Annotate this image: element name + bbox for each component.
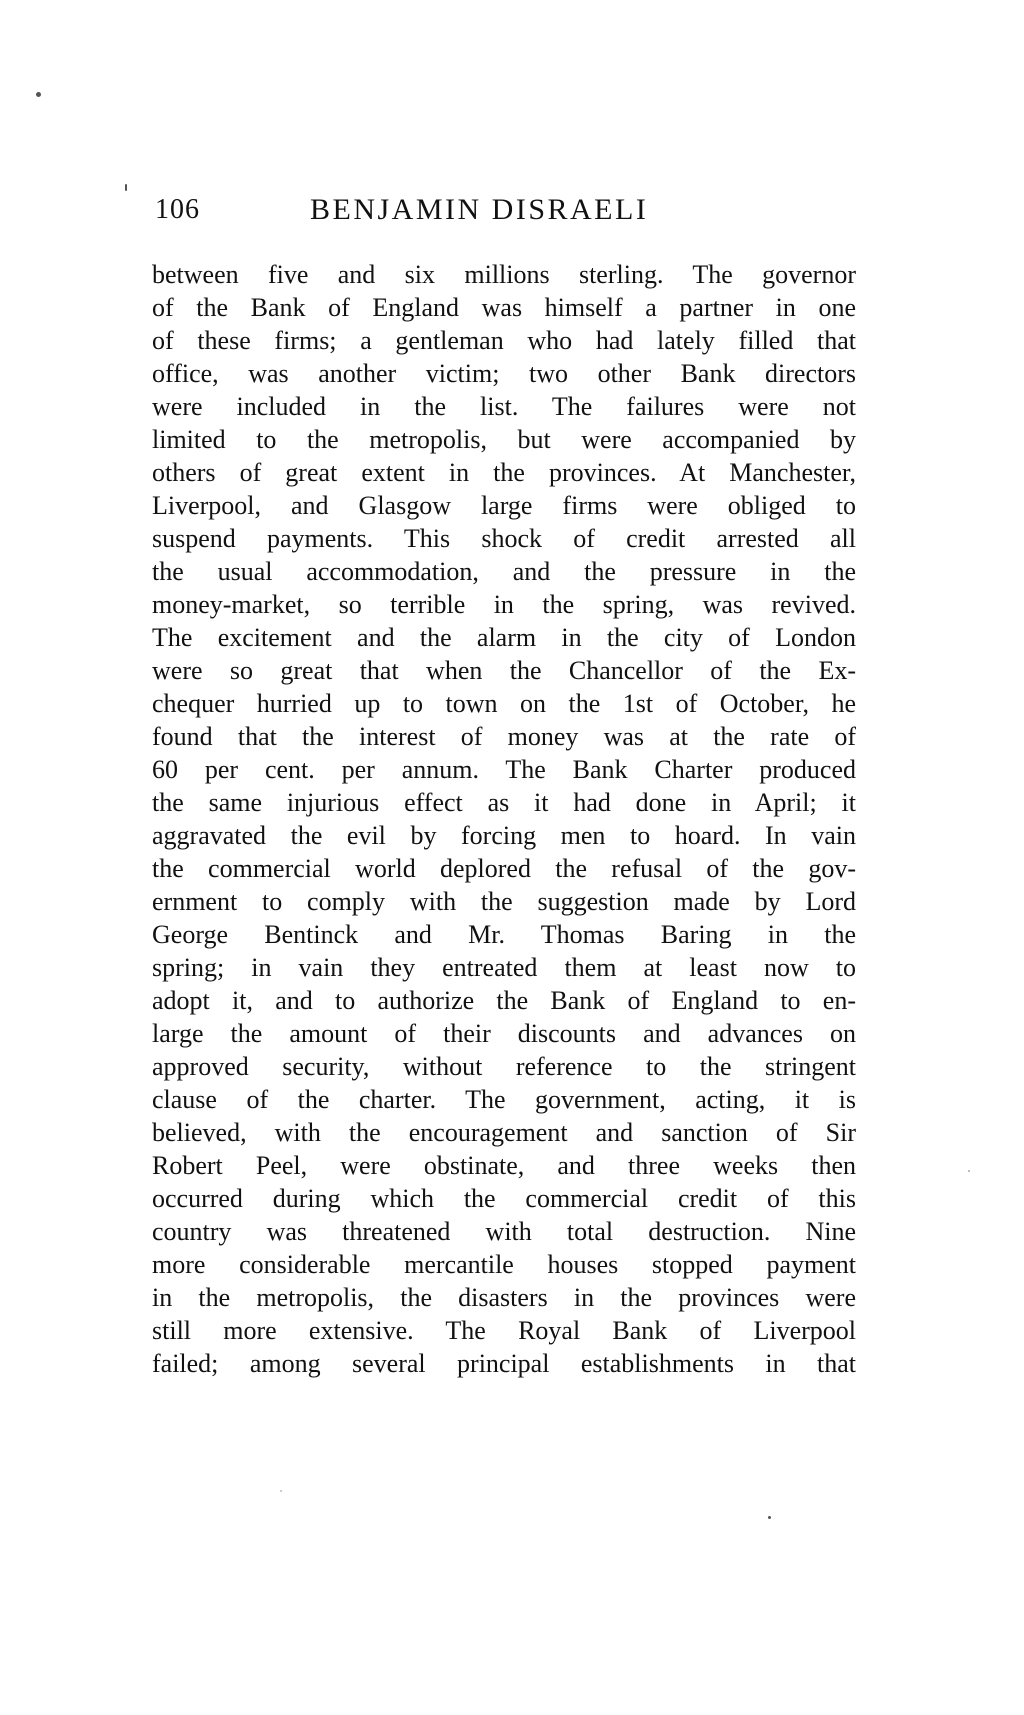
text-line: The excitement and the alarm in the city of London — [152, 623, 856, 652]
text-line: the same injurious effect as it had done in April; it — [152, 788, 856, 817]
text-line: in the metropolis, the disasters in the provinces were — [152, 1283, 856, 1312]
text-line: adopt it, and to authorize the Bank of England to en- — [152, 986, 856, 1015]
text-line: of the Bank of England was himself a partner in one — [152, 293, 856, 322]
text-line: Robert Peel, were obstinate, and three weeks then — [152, 1151, 856, 1180]
text-line: the commercial world deplored the refusal of the gov- — [152, 854, 856, 883]
text-line: of these firms; a gentleman who had lately filled that — [152, 326, 856, 355]
text-line: office, was another victim; two other Bank directors — [152, 359, 856, 388]
text-line: ernment to comply with the suggestion made by Lord — [152, 887, 856, 916]
text-line: George Bentinck and Mr. Thomas Baring in the — [152, 920, 856, 949]
text-line: occurred during which the commercial credit of this — [152, 1184, 856, 1213]
text-line: were included in the list. The failures were not — [152, 392, 856, 421]
text-line: large the amount of their discounts and advances on — [152, 1019, 856, 1048]
text-line: more considerable mercantile houses stopped payment — [152, 1250, 856, 1279]
scan-speck — [280, 1490, 282, 1492]
text-line: still more extensive. The Royal Bank of Liverpool — [152, 1316, 856, 1345]
scan-speck — [968, 1170, 970, 1172]
text-line: suspend payments. This shock of credit arrested all — [152, 524, 856, 553]
page-header — [155, 188, 855, 232]
text-line: 60 per cent. per annum. The Bank Charter produced — [152, 755, 856, 784]
body-text — [152, 258, 856, 1380]
running-head: BENJAMIN DISRAELI — [310, 193, 649, 226]
text-line: country was threatened with total destruction. Nine — [152, 1217, 856, 1246]
scan-speck — [36, 92, 41, 97]
text-line: money-market, so terrible in the spring, was revived. — [152, 590, 856, 619]
text-line: between five and six millions sterling. The governor — [152, 260, 856, 289]
text-line: limited to the metropolis, but were accompanied by — [152, 425, 856, 454]
text-line: chequer hurried up to town on the 1st of October, he — [152, 689, 856, 718]
text-line: found that the interest of money was at the rate of — [152, 722, 856, 751]
text-line: clause of the charter. The government, acting, it is — [152, 1085, 856, 1114]
page-number: 106 — [155, 194, 200, 225]
text-line: failed; among several principal establishments in that — [152, 1349, 856, 1378]
text-line: approved security, without reference to the stringent — [152, 1052, 856, 1081]
scan-speck — [125, 184, 127, 191]
text-line: aggravated the evil by forcing men to hoard. In vain — [152, 821, 856, 850]
text-line: others of great extent in the provinces. At Manchester, — [152, 458, 856, 487]
text-line: spring; in vain they entreated them at least now to — [152, 953, 856, 982]
text-line: were so great that when the Chancellor of the Ex- — [152, 656, 856, 685]
scan-speck — [768, 1516, 771, 1519]
text-line: Liverpool, and Glasgow large firms were obliged to — [152, 491, 856, 520]
text-line: the usual accommodation, and the pressure in the — [152, 557, 856, 586]
text-line: believed, with the encouragement and sanction of Sir — [152, 1118, 856, 1147]
